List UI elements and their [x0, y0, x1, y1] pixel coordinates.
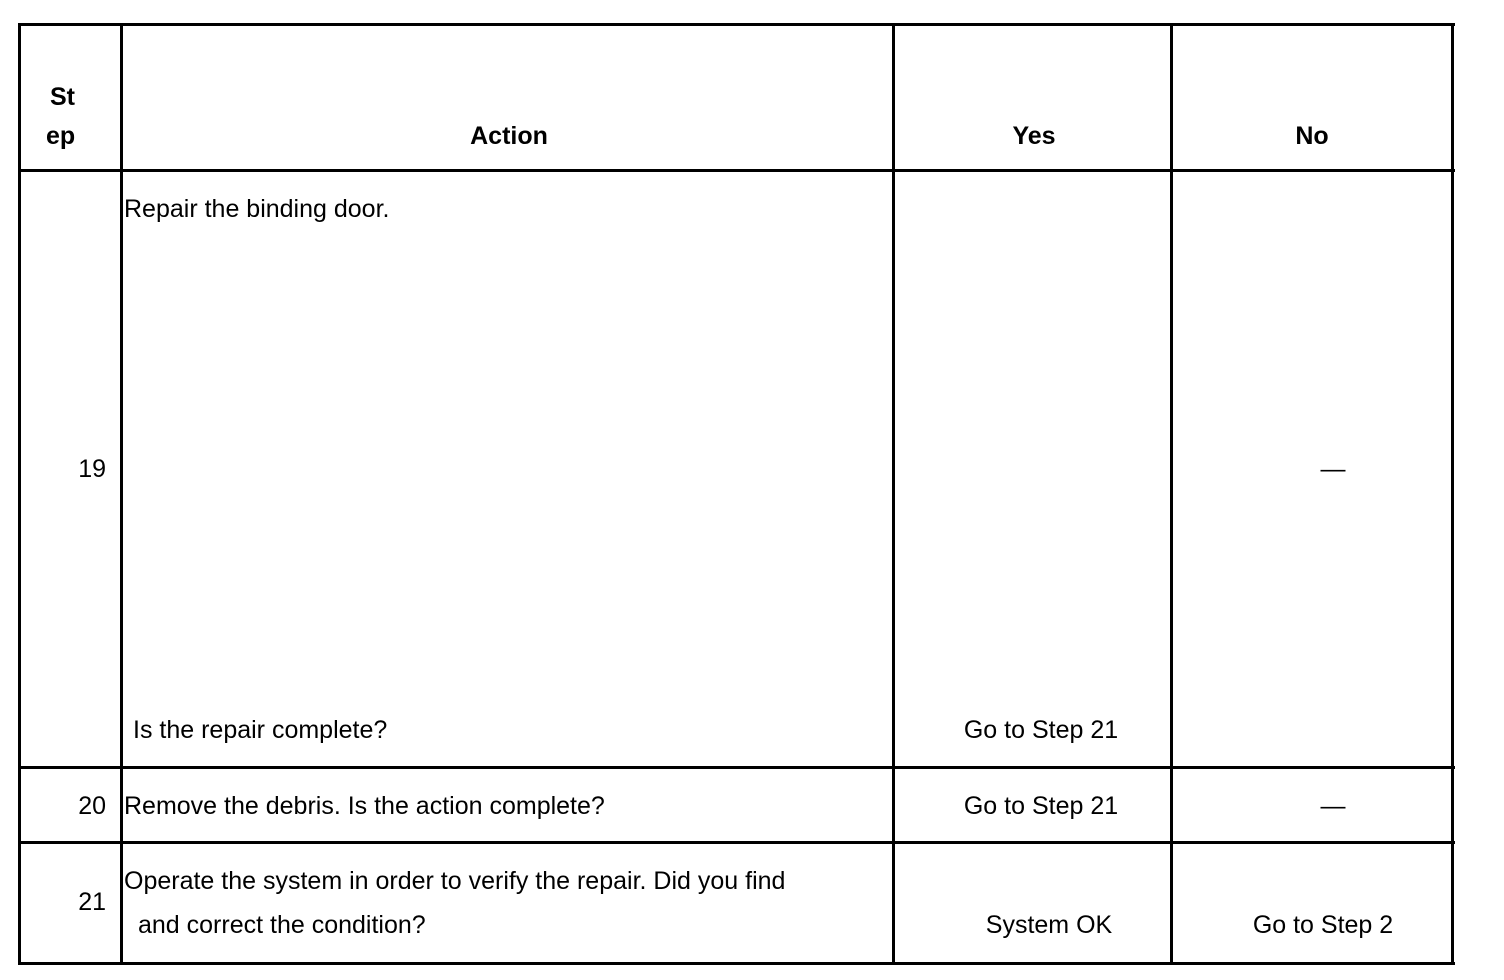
- step-number: 21: [78, 888, 106, 916]
- header-yes: Yes: [1012, 122, 1056, 150]
- table-border-top: [18, 23, 1455, 26]
- no-result: —: [1320, 792, 1346, 820]
- diagnostic-table: [18, 23, 1455, 965]
- table-border-bottom: [18, 962, 1455, 965]
- row-divider: [18, 766, 1455, 769]
- yes-result: Go to Step 21: [963, 792, 1119, 820]
- column-divider: [1170, 23, 1173, 965]
- row-divider: [18, 841, 1455, 844]
- step-number: 20: [78, 792, 106, 820]
- header-action: Action: [470, 122, 548, 150]
- no-result: Go to Step 2: [1252, 911, 1394, 939]
- no-result: —: [1320, 455, 1346, 483]
- action-text: Remove the debris. Is the action complete?: [124, 792, 605, 820]
- table-border-right: [1451, 23, 1454, 965]
- header-divider: [18, 169, 1455, 172]
- column-divider: [120, 23, 123, 965]
- action-text: Operate the system in order to verify the repair. Did you find: [124, 867, 786, 895]
- header-step-line1: St: [50, 83, 75, 111]
- yes-result: System OK: [985, 911, 1113, 939]
- column-divider: [892, 23, 895, 965]
- step-number: 19: [78, 455, 106, 483]
- header-step-line2: ep: [46, 122, 76, 150]
- table-border-left: [18, 23, 21, 965]
- action-text: Repair the binding door.: [124, 195, 390, 223]
- header-no: No: [1295, 122, 1329, 150]
- action-question: Is the repair complete?: [133, 716, 388, 744]
- yes-result: Go to Step 21: [963, 716, 1119, 744]
- action-text-continued: and correct the condition?: [138, 911, 426, 939]
